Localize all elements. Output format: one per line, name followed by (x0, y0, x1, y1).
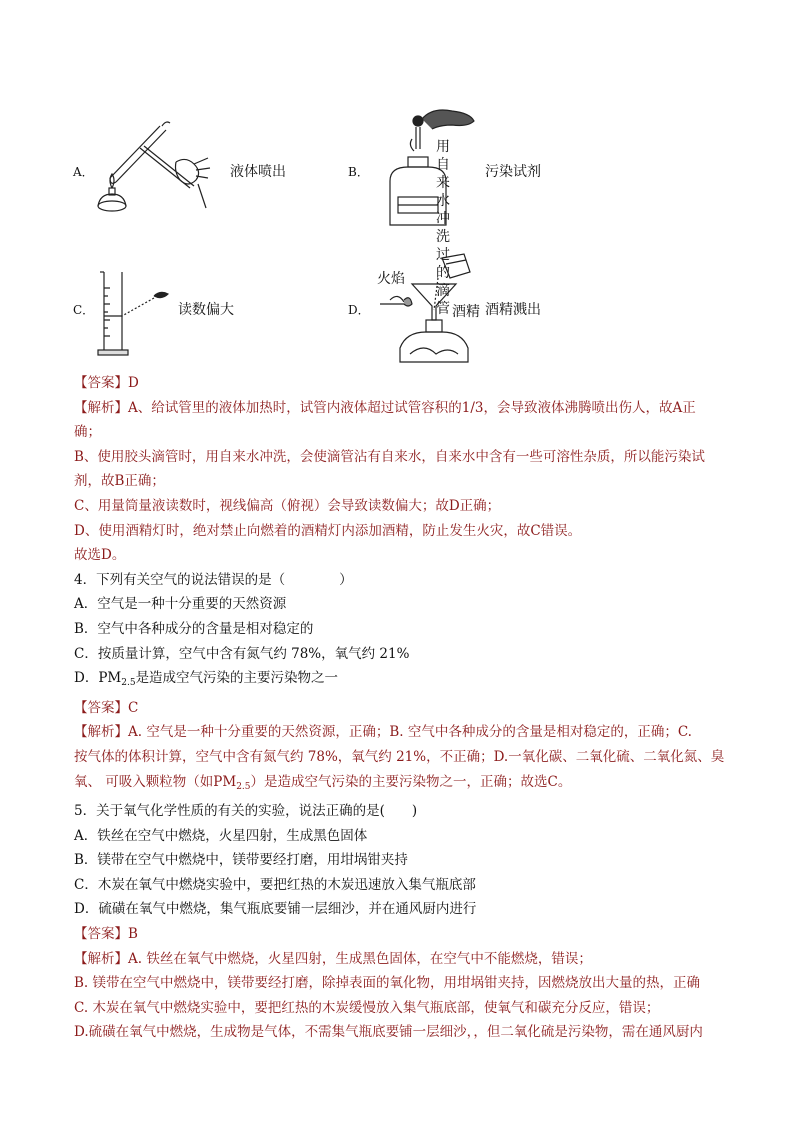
text-part: 氧、 可吸入颗粒物（如PM (74, 773, 237, 790)
question-4-stem: 4．下列有关空气的说法错误的是（ ） (74, 571, 353, 588)
question-4-option: B．空气中各种成分的含量是相对稳定的 (74, 620, 314, 637)
side-label-line: 过的 (436, 247, 450, 281)
analysis-line (74, 770, 734, 800)
option-d-caption: 酒精溅出 (485, 302, 541, 318)
analysis-line: C. 木炭在氧气中燃烧实验中，要把红热的木炭缓慢放入集气瓶底部，使氧气和碳充分反应，错误； (74, 999, 660, 1016)
question-5-stem: 5．关于氧气化学性质的有关的实验，说法正确的是( ) (74, 803, 418, 820)
option-a-caption: 液体喷出 (230, 164, 286, 180)
option-c-caption: 读数偏大 (178, 302, 234, 318)
question-5-option: B．镁带在空气中燃烧中，镁带要经打磨，用坩埚钳夹持 (74, 852, 408, 869)
option-c-letter: C． (73, 303, 95, 317)
alcohol-label: 酒精 (452, 304, 480, 320)
graduated-cylinder-figure (96, 268, 186, 360)
question-5-option: C．木炭在氧气中燃烧实验中，要把红热的木炭迅速放入集气瓶底部 (74, 876, 476, 893)
text-part: D．PM (74, 670, 122, 687)
answer-label-q3: 【答案】D (74, 375, 139, 391)
option-b-letter: B． (348, 165, 369, 179)
analysis-line: 【解析】A、给试管里的液体加热时，试管内液体超过试管容积的1/3，会导致液体沸腾喷出伤人，故A正 (74, 399, 696, 416)
side-label-line: 来水 (436, 175, 450, 209)
side-label-line: 滴管 (436, 283, 450, 317)
side-label-line: 用自 (436, 139, 450, 173)
option-d-letter: D． (348, 303, 370, 317)
option-a-letter: A． (73, 165, 94, 179)
analysis-line: 剂，故B正确； (74, 473, 165, 490)
analysis-line: 按气体的体积计算，空气中含有氮气约 78%，氧气约 21%，不正确；D.一氧化碳、二氧化硫、二氧化氮、臭 (74, 748, 725, 765)
analysis-line: 【解析】A. 空气是一种十分重要的天然资源，正确；B. 空气中各种成分的含量是相对稳定的，正确；C. (74, 724, 692, 741)
answer-label-q5: 【答案】B (74, 926, 138, 943)
analysis-line: 确； (74, 424, 101, 441)
side-label-line: 冲洗 (436, 211, 450, 245)
flame-label: 火焰 (377, 271, 405, 287)
analysis-line: B. 镁带在空气中燃烧中，镁带要经打磨，除掉表面的氧化物，用坩埚钳夹持，因燃烧放出大量的热，正确 (74, 975, 701, 992)
subscript: 2.5 (236, 781, 251, 792)
document-body (74, 371, 734, 1045)
analysis-line: B、使用胶头滴管时，用自来水冲洗，会使滴管沾有自来水，自来水中含有一些可溶性杂质，所以能污染试 (74, 448, 705, 465)
heating-test-tube-figure (90, 118, 220, 218)
analysis-line: 【解析】A. 铁丝在氧气中燃烧，火星四射，生成黑色固体，在空气中不能燃烧，错误； (74, 950, 592, 967)
analysis-line: C、用量筒量液读数时，视线偏高（俯视）会导致读数偏大；故D正确； (74, 497, 501, 514)
question-4-option: C．按质量计算，空气中含有氮气约 78%，氧气约 21% (74, 645, 410, 662)
analysis-conclusion: 故选D。 (74, 547, 126, 564)
question-5-option: D．硫磺在氧气中燃烧，集气瓶底要铺一层细沙，并在通风厨内进行 (74, 901, 477, 918)
analysis-line: D、使用酒精灯时，绝对禁止向燃着的酒精灯内添加酒精，防止发生火灾，故C错误。 (74, 522, 582, 539)
analysis-line: D.硫磺在氧气中燃烧，生成物是气体，不需集气瓶底要铺一层细沙，，但二氧化硫是污染物，需在通风厨内 (74, 1024, 703, 1041)
question-4-option-d (74, 666, 734, 696)
text-part: 是造成空气污染的主要污染物之一 (135, 670, 339, 687)
subscript: 2.5 (121, 678, 136, 689)
question-4-option: A．空气是一种十分重要的天然资源 (74, 596, 287, 613)
answer-label-q4: 【答案】C (74, 699, 139, 716)
option-b-caption: 污染试剂 (485, 164, 541, 180)
text-part: ）是造成空气污染的主要污染物之一，正确；故选C。 (250, 773, 572, 790)
question-5-option: A．铁丝在空气中燃烧，火星四射，生成黑色固体 (74, 827, 368, 844)
